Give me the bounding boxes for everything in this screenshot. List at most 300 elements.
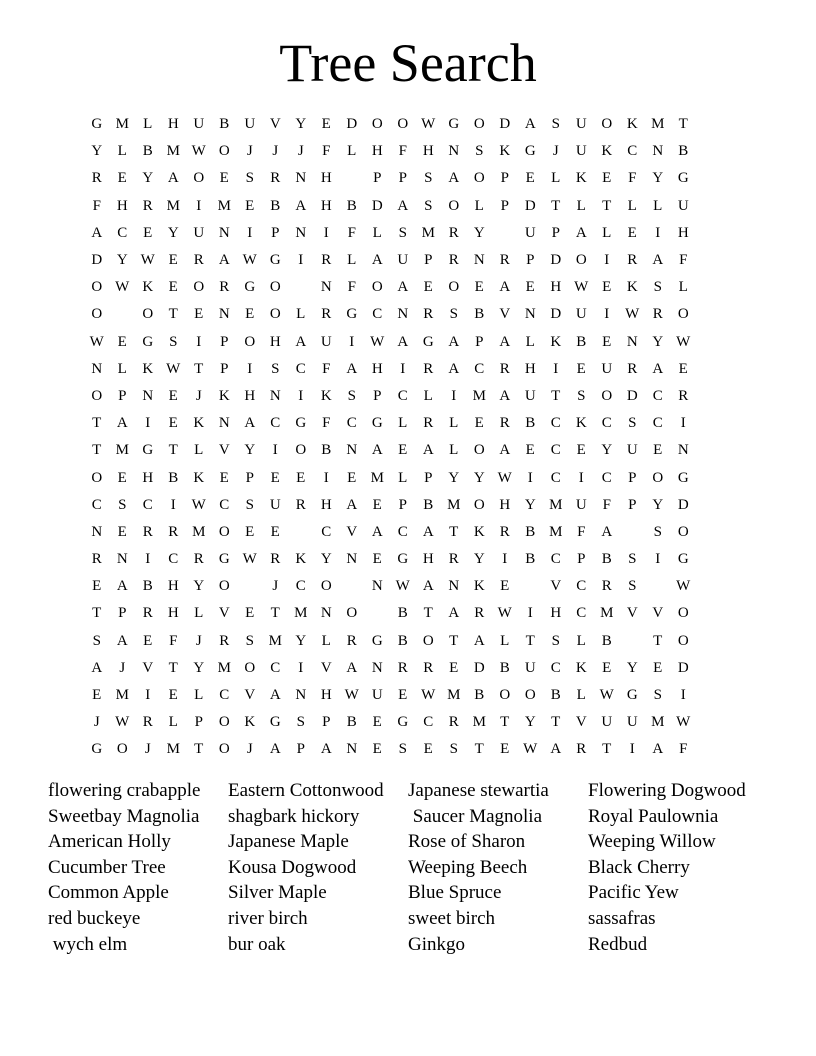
grid-letter[interactable]: S [424,197,433,214]
grid-letter[interactable]: B [601,551,612,568]
grid-letter[interactable]: E [245,523,255,540]
grid-letter[interactable]: G [397,714,409,731]
grid-letter[interactable]: U [677,197,689,214]
grid-letter[interactable]: A [371,252,383,269]
grid-letter[interactable]: E [525,442,535,459]
grid-letter[interactable]: E [500,578,510,595]
grid-letter[interactable]: S [398,741,407,758]
grid-letter[interactable]: E [296,469,306,486]
grid-letter[interactable]: V [244,687,256,704]
grid-letter[interactable]: R [499,360,510,377]
grid-letter[interactable]: V [218,442,230,459]
grid-letter[interactable]: O [218,578,230,595]
grid-letter[interactable]: I [247,224,253,241]
grid-letter[interactable]: W [676,578,691,595]
grid-letter[interactable]: D [550,252,562,269]
grid-letter[interactable]: L [347,252,357,269]
grid-letter[interactable]: B [270,197,281,214]
grid-letter[interactable]: B [142,143,153,160]
grid-letter[interactable]: P [475,333,484,350]
grid-letter[interactable]: B [397,605,408,622]
grid-letter[interactable]: W [166,360,181,377]
grid-letter[interactable]: M [549,496,563,513]
grid-letter[interactable]: E [92,578,102,595]
grid-letter[interactable]: V [346,523,358,540]
grid-letter[interactable]: E [219,469,229,486]
grid-letter[interactable]: O [218,714,230,731]
grid-letter[interactable]: N [269,387,281,404]
grid-letter[interactable]: K [575,415,587,432]
grid-letter[interactable]: K [575,659,587,676]
grid-letter[interactable]: T [270,605,280,622]
grid-letter[interactable]: U [524,387,536,404]
grid-letter[interactable]: O [244,333,256,350]
grid-letter[interactable]: H [499,496,511,513]
grid-letter[interactable]: P [551,224,560,241]
grid-letter[interactable]: Y [167,224,179,241]
grid-letter[interactable]: M [115,687,129,704]
grid-letter[interactable]: I [680,415,686,432]
grid-letter[interactable]: I [655,224,661,241]
grid-letter[interactable]: K [142,360,154,377]
grid-letter[interactable]: M [294,605,308,622]
grid-letter[interactable]: U [269,496,281,513]
grid-letter[interactable]: E [398,687,408,704]
grid-letter[interactable]: S [118,496,127,513]
grid-letter[interactable]: M [115,116,129,133]
grid-letter[interactable]: A [448,333,460,350]
grid-letter[interactable]: I [298,387,304,404]
grid-letter[interactable]: D [550,306,562,323]
grid-letter[interactable]: F [602,496,611,513]
grid-letter[interactable]: T [423,605,433,622]
grid-letter[interactable]: S [347,387,356,404]
grid-letter[interactable]: B [474,687,485,704]
grid-letter[interactable]: C [295,360,306,377]
grid-letter[interactable]: I [553,360,559,377]
grid-letter[interactable]: L [194,442,204,459]
grid-letter[interactable]: W [523,741,538,758]
grid-letter[interactable]: H [422,551,434,568]
grid-letter[interactable]: Y [601,442,613,459]
grid-letter[interactable]: E [576,442,586,459]
grid-letter[interactable]: A [346,659,358,676]
grid-letter[interactable]: E [143,632,153,649]
grid-letter[interactable]: G [524,143,536,160]
grid-letter[interactable]: N [218,415,230,432]
grid-letter[interactable]: O [218,523,230,540]
grid-letter[interactable]: E [398,442,408,459]
grid-letter[interactable]: L [653,197,663,214]
grid-letter[interactable]: M [447,496,461,513]
grid-letter[interactable]: E [270,469,280,486]
grid-letter[interactable]: I [272,442,278,459]
grid-letter[interactable]: A [167,170,179,187]
grid-letter[interactable]: E [168,687,178,704]
grid-letter[interactable]: I [298,659,304,676]
grid-letter[interactable]: N [142,387,154,404]
grid-letter[interactable]: O [499,687,511,704]
grid-letter[interactable]: P [424,469,433,486]
grid-letter[interactable]: F [679,252,688,269]
grid-letter[interactable]: S [475,143,484,160]
grid-letter[interactable]: Y [142,170,154,187]
grid-letter[interactable]: R [499,523,510,540]
grid-letter[interactable]: T [194,360,204,377]
grid-letter[interactable]: U [524,659,536,676]
grid-letter[interactable]: N [448,578,460,595]
grid-letter[interactable]: I [604,306,610,323]
grid-letter[interactable]: A [499,333,511,350]
grid-letter[interactable]: R [142,605,153,622]
grid-letter[interactable]: H [116,197,128,214]
grid-letter[interactable]: S [245,632,254,649]
grid-letter[interactable]: E [117,170,127,187]
grid-letter[interactable]: R [270,551,281,568]
grid-letter[interactable]: J [246,741,253,758]
grid-letter[interactable]: D [473,659,485,676]
grid-letter[interactable]: L [117,143,127,160]
grid-letter[interactable]: O [473,170,485,187]
grid-letter[interactable]: H [167,578,179,595]
grid-letter[interactable]: P [194,714,203,731]
grid-letter[interactable]: G [142,333,154,350]
grid-letter[interactable]: Y [193,578,205,595]
grid-letter[interactable]: G [269,252,281,269]
grid-letter[interactable]: O [218,741,230,758]
grid-letter[interactable]: A [218,252,230,269]
grid-letter[interactable]: O [397,116,409,133]
grid-letter[interactable]: S [653,523,662,540]
grid-letter[interactable]: L [627,197,637,214]
grid-letter[interactable]: V [499,306,511,323]
grid-letter[interactable]: E [525,170,535,187]
grid-letter[interactable]: B [525,415,536,432]
grid-letter[interactable]: W [421,687,436,704]
grid-letter[interactable]: T [194,741,204,758]
grid-letter[interactable]: I [196,197,202,214]
grid-letter[interactable]: R [397,659,408,676]
grid-letter[interactable]: G [448,116,460,133]
grid-letter[interactable]: H [320,687,332,704]
grid-letter[interactable]: C [423,714,434,731]
grid-letter[interactable]: L [525,333,535,350]
grid-letter[interactable]: J [297,143,304,160]
grid-letter[interactable]: A [422,578,434,595]
grid-letter[interactable]: N [320,605,332,622]
grid-letter[interactable]: B [219,116,230,133]
grid-letter[interactable]: B [525,551,536,568]
grid-letter[interactable]: C [219,496,230,513]
grid-letter[interactable]: M [472,714,486,731]
grid-letter[interactable]: R [499,252,510,269]
grid-letter[interactable]: A [448,605,460,622]
grid-letter[interactable]: A [244,415,256,432]
grid-letter[interactable]: W [191,143,206,160]
grid-letter[interactable]: A [499,442,511,459]
grid-letter[interactable]: C [550,659,561,676]
grid-letter[interactable]: G [677,469,689,486]
grid-letter[interactable]: K [142,279,154,296]
grid-letter[interactable]: N [448,143,460,160]
grid-letter[interactable]: T [525,632,535,649]
grid-letter[interactable]: E [474,415,484,432]
grid-letter[interactable]: R [448,714,459,731]
grid-letter[interactable]: C [295,578,306,595]
grid-letter[interactable]: O [677,605,689,622]
grid-letter[interactable]: R [423,659,434,676]
grid-letter[interactable]: O [193,279,205,296]
grid-letter[interactable]: G [346,306,358,323]
grid-letter[interactable]: B [601,632,612,649]
grid-letter[interactable]: O [677,306,689,323]
grid-letter[interactable]: P [118,605,127,622]
grid-letter[interactable]: M [217,659,231,676]
grid-letter[interactable]: F [577,523,586,540]
grid-letter[interactable]: M [447,687,461,704]
grid-letter[interactable]: R [321,252,332,269]
grid-letter[interactable]: O [295,442,307,459]
grid-letter[interactable]: N [652,143,664,160]
grid-letter[interactable]: N [371,578,383,595]
grid-letter[interactable]: O [218,143,230,160]
grid-letter[interactable]: E [143,224,153,241]
grid-letter[interactable]: A [91,224,103,241]
grid-letter[interactable]: M [166,143,180,160]
grid-letter[interactable]: R [423,306,434,323]
grid-letter[interactable]: I [655,551,661,568]
grid-letter[interactable]: V [320,659,332,676]
grid-letter[interactable]: E [347,469,357,486]
grid-letter[interactable]: Y [295,632,307,649]
grid-letter[interactable]: S [424,170,433,187]
grid-letter[interactable]: O [677,632,689,649]
grid-letter[interactable]: T [92,605,102,622]
grid-letter[interactable]: T [92,415,102,432]
grid-letter[interactable]: P [296,741,305,758]
grid-letter[interactable]: L [576,632,586,649]
grid-letter[interactable]: E [423,279,433,296]
grid-letter[interactable]: C [270,659,281,676]
grid-letter[interactable]: A [524,116,536,133]
grid-letter[interactable]: G [218,551,230,568]
grid-letter[interactable]: P [500,197,509,214]
grid-letter[interactable]: W [497,469,512,486]
grid-letter[interactable]: W [625,306,640,323]
grid-letter[interactable]: G [91,741,103,758]
grid-letter[interactable]: P [628,496,637,513]
grid-letter[interactable]: R [142,197,153,214]
grid-letter[interactable]: R [168,523,179,540]
grid-letter[interactable]: V [218,605,230,622]
grid-letter[interactable]: M [421,224,435,241]
grid-letter[interactable]: B [346,714,357,731]
grid-letter[interactable]: K [499,143,511,160]
grid-letter[interactable]: E [372,741,382,758]
grid-letter[interactable]: E [627,224,637,241]
grid-letter[interactable]: R [576,741,587,758]
grid-letter[interactable]: R [423,415,434,432]
grid-letter[interactable]: M [217,197,231,214]
grid-letter[interactable]: A [448,170,460,187]
grid-letter[interactable]: G [422,333,434,350]
grid-letter[interactable]: B [678,143,689,160]
grid-letter[interactable]: L [423,387,433,404]
grid-letter[interactable]: O [448,279,460,296]
grid-letter[interactable]: C [168,551,179,568]
grid-letter[interactable]: A [295,333,307,350]
grid-letter[interactable]: B [142,578,153,595]
grid-letter[interactable]: M [166,197,180,214]
grid-letter[interactable]: R [142,714,153,731]
grid-letter[interactable]: F [679,741,688,758]
grid-letter[interactable]: M [166,741,180,758]
grid-letter[interactable]: C [91,496,102,513]
grid-letter[interactable]: O [473,496,485,513]
grid-letter[interactable]: E [168,387,178,404]
grid-letter[interactable]: O [269,306,281,323]
grid-letter[interactable]: P [398,496,407,513]
grid-letter[interactable]: U [626,714,638,731]
grid-letter[interactable]: B [474,306,485,323]
grid-letter[interactable]: N [295,170,307,187]
grid-letter[interactable]: W [115,714,130,731]
grid-letter[interactable]: U [397,252,409,269]
grid-letter[interactable]: H [677,224,689,241]
grid-letter[interactable]: K [295,551,307,568]
grid-letter[interactable]: H [167,116,179,133]
grid-letter[interactable]: U [601,360,613,377]
grid-letter[interactable]: E [245,197,255,214]
grid-letter[interactable]: R [91,170,102,187]
grid-letter[interactable]: Y [652,496,664,513]
grid-letter[interactable]: J [272,143,279,160]
grid-letter[interactable]: E [245,306,255,323]
grid-letter[interactable]: R [219,279,230,296]
grid-letter[interactable]: C [397,523,408,540]
grid-letter[interactable]: W [599,687,614,704]
grid-letter[interactable]: E [602,659,612,676]
grid-letter[interactable]: T [168,442,178,459]
grid-letter[interactable]: H [244,387,256,404]
grid-letter[interactable]: D [346,116,358,133]
grid-letter[interactable]: C [117,224,128,241]
grid-letter[interactable]: P [628,469,637,486]
grid-letter[interactable]: A [116,632,128,649]
grid-letter[interactable]: O [524,687,536,704]
grid-letter[interactable]: L [602,224,612,241]
grid-letter[interactable]: E [602,333,612,350]
grid-letter[interactable]: A [397,279,409,296]
grid-letter[interactable]: A [473,632,485,649]
grid-letter[interactable]: D [677,496,689,513]
grid-letter[interactable]: E [372,551,382,568]
grid-letter[interactable]: J [144,741,151,758]
grid-letter[interactable]: C [576,578,587,595]
grid-letter[interactable]: F [347,279,356,296]
grid-letter[interactable]: P [526,252,535,269]
grid-letter[interactable]: S [628,415,637,432]
grid-letter[interactable]: C [652,387,663,404]
grid-letter[interactable]: E [653,659,663,676]
grid-letter[interactable]: F [322,143,331,160]
grid-letter[interactable]: Y [473,551,485,568]
grid-letter[interactable]: T [602,741,612,758]
grid-letter[interactable]: A [499,387,511,404]
grid-letter[interactable]: A [575,224,587,241]
grid-letter[interactable]: L [194,605,204,622]
grid-letter[interactable]: C [601,469,612,486]
grid-letter[interactable]: O [91,279,103,296]
grid-letter[interactable]: D [677,659,689,676]
grid-letter[interactable]: C [550,551,561,568]
grid-letter[interactable]: M [115,442,129,459]
grid-letter[interactable]: J [119,659,126,676]
grid-letter[interactable]: R [627,360,638,377]
grid-letter[interactable]: N [116,551,128,568]
grid-letter[interactable]: W [497,605,512,622]
grid-letter[interactable]: P [373,170,382,187]
grid-letter[interactable]: G [677,551,689,568]
grid-letter[interactable]: W [370,333,385,350]
grid-letter[interactable]: C [550,442,561,459]
grid-letter[interactable]: V [626,605,638,622]
grid-letter[interactable]: R [346,632,357,649]
grid-letter[interactable]: A [652,252,664,269]
grid-letter[interactable]: I [451,387,457,404]
grid-letter[interactable]: B [423,496,434,513]
grid-letter[interactable]: B [525,523,536,540]
grid-letter[interactable]: O [371,116,383,133]
grid-letter[interactable]: L [168,714,178,731]
grid-letter[interactable]: I [170,496,176,513]
grid-letter[interactable]: T [168,659,178,676]
grid-letter[interactable]: O [575,252,587,269]
grid-letter[interactable]: V [269,116,281,133]
grid-letter[interactable]: A [269,687,281,704]
grid-letter[interactable]: R [270,170,281,187]
grid-letter[interactable]: O [269,279,281,296]
grid-letter[interactable]: W [89,333,104,350]
grid-letter[interactable]: Y [626,659,638,676]
grid-letter[interactable]: E [602,170,612,187]
grid-letter[interactable]: K [626,279,638,296]
grid-letter[interactable]: E [168,279,178,296]
grid-letter[interactable]: I [527,469,533,486]
grid-letter[interactable]: A [652,741,664,758]
grid-letter[interactable]: I [145,415,151,432]
grid-letter[interactable]: A [91,659,103,676]
grid-letter[interactable]: R [423,360,434,377]
grid-letter[interactable]: S [449,741,458,758]
grid-letter[interactable]: A [346,360,358,377]
grid-letter[interactable]: E [678,360,688,377]
grid-letter[interactable]: G [244,279,256,296]
grid-letter[interactable]: P [577,551,586,568]
grid-letter[interactable]: O [473,116,485,133]
grid-letter[interactable]: N [473,252,485,269]
grid-letter[interactable]: B [168,469,179,486]
grid-letter[interactable]: M [549,523,563,540]
grid-letter[interactable]: V [142,659,154,676]
grid-letter[interactable]: E [117,333,127,350]
grid-letter[interactable]: L [551,170,561,187]
grid-letter[interactable]: E [576,360,586,377]
grid-letter[interactable]: E [449,659,459,676]
grid-letter[interactable]: J [93,714,100,731]
grid-letter[interactable]: H [422,143,434,160]
grid-letter[interactable]: P [398,170,407,187]
